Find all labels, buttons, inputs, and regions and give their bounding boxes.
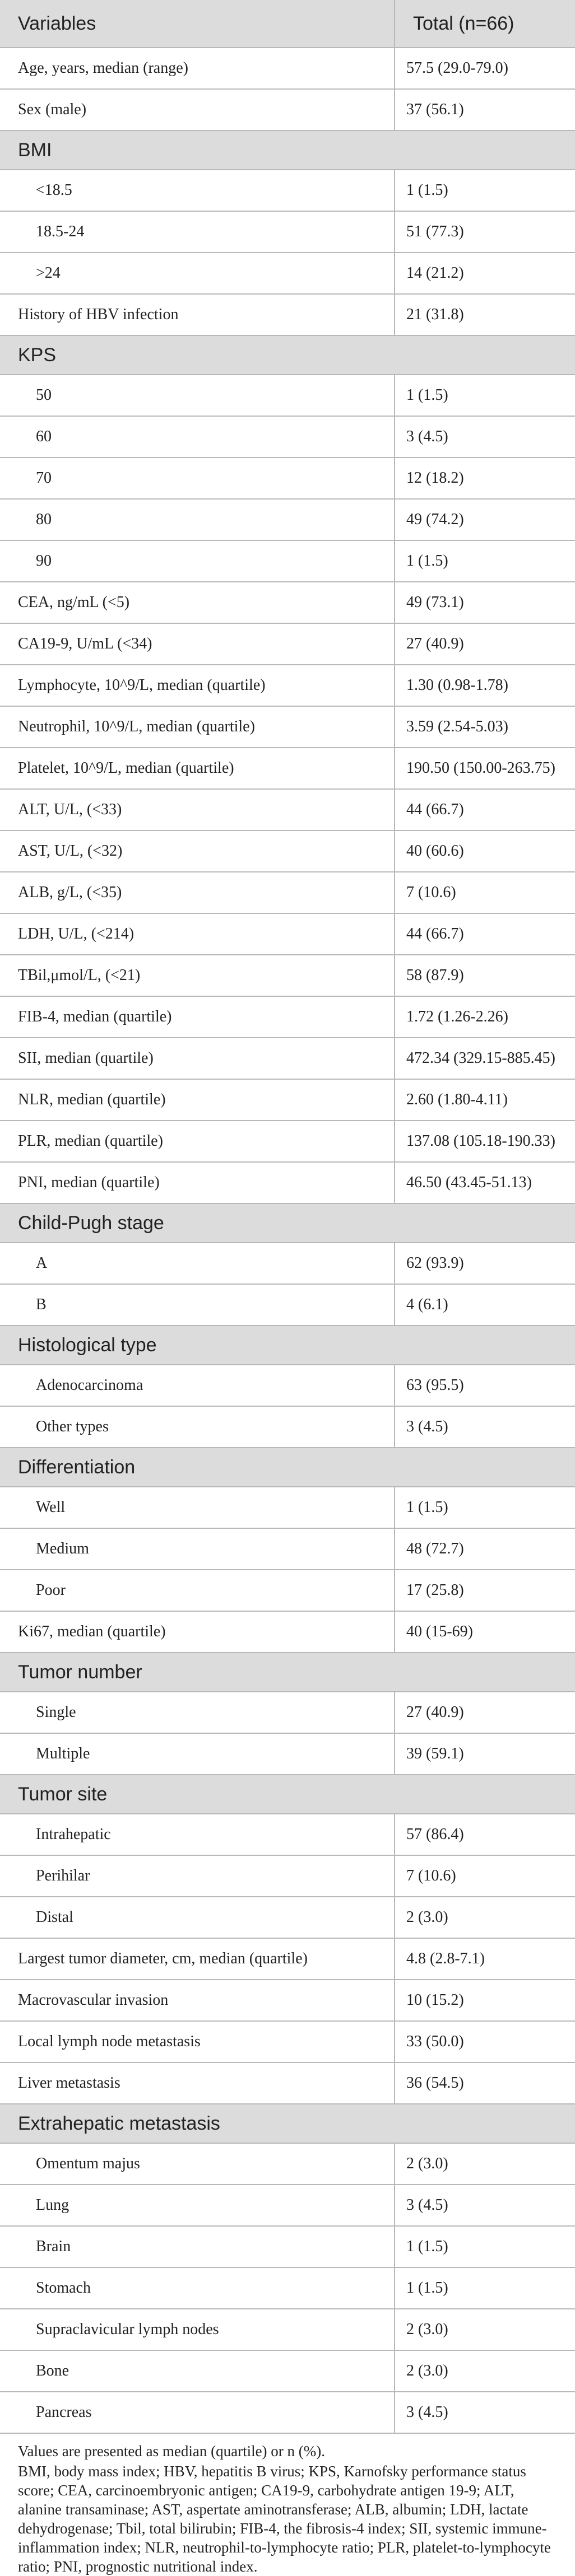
sub-row: [0, 458, 575, 499]
variable-cell: Lung: [0, 2185, 395, 2226]
variable-cell: Other types: [0, 1406, 395, 1448]
section-header-row: [0, 130, 575, 170]
value-cell: 2 (3.0): [395, 2143, 575, 2185]
value-cell: 1 (1.5): [395, 2226, 575, 2267]
value-cell: 62 (93.9): [395, 1243, 575, 1284]
footnote-values-note: Values are presented as median (quartile) or n (%).: [18, 2443, 326, 2460]
value-cell: 472.34 (329.15-885.45): [395, 1038, 575, 1079]
table-row: [0, 913, 575, 955]
table-row: [0, 706, 575, 748]
variable-cell: Distal: [0, 1897, 395, 1938]
value-cell: 1 (1.5): [395, 540, 575, 582]
section-label: Tumor site: [0, 1775, 575, 1814]
variable-cell: Macrovascular invasion: [0, 1980, 395, 2021]
table-row: [0, 294, 575, 335]
table-row: [0, 789, 575, 830]
section-header-row: [0, 1326, 575, 1365]
value-cell: 2.60 (1.80-4.11): [395, 1079, 575, 1121]
variable-cell: ALB, g/L, (<35): [0, 872, 395, 913]
sub-row: [0, 540, 575, 582]
value-cell: 44 (66.7): [395, 913, 575, 955]
variable-cell: PNI, median (quartile): [0, 1162, 395, 1203]
table-row: [0, 2021, 575, 2062]
variable-cell: Age, years, median (range): [0, 48, 395, 89]
value-cell: 49 (73.1): [395, 582, 575, 623]
section-label: Differentiation: [0, 1448, 575, 1487]
variable-cell: Largest tumor diameter, cm, median (quartile): [0, 1938, 395, 1980]
table-row: [0, 996, 575, 1038]
value-cell: 7 (10.6): [395, 1855, 575, 1897]
header-variables: Variables: [0, 0, 395, 48]
sub-row: [0, 1243, 575, 1284]
value-cell: 17 (25.8): [395, 1570, 575, 1611]
table-row: [0, 1038, 575, 1079]
value-cell: 27 (40.9): [395, 623, 575, 665]
sub-row: [0, 1897, 575, 1938]
variable-cell: Pancreas: [0, 2392, 395, 2433]
variable-cell: Poor: [0, 1570, 395, 1611]
section-label: Tumor number: [0, 1653, 575, 1692]
value-cell: 57 (86.4): [395, 1814, 575, 1855]
footnote-abbreviations: BMI, body mass index; HBV, hepatitis B virus; KPS, Karnofsky performance status score; CEA, carcinoembryonic antigen; CA19-9, carbohydrate antigen 19-9; ALT, alanine transaminase; AST, aspertate aminotransferase; ALB, albumin; LDH, lactate dehydrogenase; Tbil, total bilirubin; FIB-4, the fibrosis-4 index; SII, systemic immune-inflammation index; NLR, neutrophil-to-lymphocyte ratio; PLR, platelet-to-lymphocyte ratio; PNI, prognostic nutritional index.: [18, 2463, 551, 2575]
variable-cell: Lymphocyte, 10^9/L, median (quartile): [0, 665, 395, 706]
variable-cell: AST, U/L, (<32): [0, 830, 395, 872]
sub-row: [0, 2392, 575, 2433]
value-cell: 3 (4.5): [395, 2185, 575, 2226]
value-cell: 7 (10.6): [395, 872, 575, 913]
section-header-row: [0, 1775, 575, 1814]
table-row: [0, 582, 575, 623]
section-label: Extrahepatic metastasis: [0, 2104, 575, 2143]
table-row: [0, 1980, 575, 2021]
variable-cell: 90: [0, 540, 395, 582]
value-cell: 1 (1.5): [395, 375, 575, 416]
sub-row: [0, 2309, 575, 2350]
value-cell: 1.30 (0.98-1.78): [395, 665, 575, 706]
value-cell: 46.50 (43.45-51.13): [395, 1162, 575, 1203]
sub-row: [0, 211, 575, 253]
section-label: BMI: [0, 130, 575, 170]
table-header-row: [0, 0, 575, 48]
table-row: [0, 1938, 575, 1980]
variable-cell: A: [0, 1243, 395, 1284]
variable-cell: Multiple: [0, 1733, 395, 1775]
variable-cell: PLR, median (quartile): [0, 1121, 395, 1162]
variable-cell: Brain: [0, 2226, 395, 2267]
table-row: [0, 1162, 575, 1203]
variable-cell: Stomach: [0, 2267, 395, 2309]
value-cell: 4.8 (2.8-7.1): [395, 1938, 575, 1980]
table-row: [0, 1611, 575, 1653]
variable-cell: Bone: [0, 2350, 395, 2392]
value-cell: 14 (21.2): [395, 253, 575, 294]
table-row: [0, 830, 575, 872]
value-cell: 49 (74.2): [395, 499, 575, 540]
sub-row: [0, 375, 575, 416]
variable-cell: CA19-9, U/mL (<34): [0, 623, 395, 665]
sub-row: [0, 1814, 575, 1855]
value-cell: 3.59 (2.54-5.03): [395, 706, 575, 748]
value-cell: 2 (3.0): [395, 1897, 575, 1938]
section-header-row: [0, 1448, 575, 1487]
table-row: [0, 872, 575, 913]
variable-cell: Adenocarcinoma: [0, 1365, 395, 1406]
variable-cell: Medium: [0, 1528, 395, 1570]
sub-row: [0, 2226, 575, 2267]
section-header-row: [0, 1203, 575, 1243]
value-cell: 1 (1.5): [395, 170, 575, 211]
value-cell: 190.50 (150.00-263.75): [395, 748, 575, 789]
value-cell: 44 (66.7): [395, 789, 575, 830]
sub-row: [0, 1528, 575, 1570]
section-header-row: [0, 335, 575, 375]
value-cell: 1 (1.5): [395, 2267, 575, 2309]
variable-cell: TBil,μmol/L, (<21): [0, 955, 395, 996]
sub-row: [0, 170, 575, 211]
value-cell: 3 (4.5): [395, 1406, 575, 1448]
table-row: [0, 665, 575, 706]
variable-cell: B: [0, 1284, 395, 1326]
variable-cell: 60: [0, 416, 395, 458]
variable-cell: Intrahepatic: [0, 1814, 395, 1855]
variable-cell: ALT, U/L, (<33): [0, 789, 395, 830]
value-cell: 1.72 (1.26-2.26): [395, 996, 575, 1038]
variable-cell: Neutrophil, 10^9/L, median (quartile): [0, 706, 395, 748]
variable-cell: Perihilar: [0, 1855, 395, 1897]
table-footnote: [0, 2434, 575, 2576]
table-body: [0, 48, 575, 2433]
value-cell: 21 (31.8): [395, 294, 575, 335]
value-cell: 4 (6.1): [395, 1284, 575, 1326]
section-label: Histological type: [0, 1326, 575, 1365]
value-cell: 12 (18.2): [395, 458, 575, 499]
section-header-row: [0, 1653, 575, 1692]
variable-cell: <18.5: [0, 170, 395, 211]
sub-row: [0, 1365, 575, 1406]
sub-row: [0, 1284, 575, 1326]
value-cell: 2 (3.0): [395, 2350, 575, 2392]
sub-row: [0, 1692, 575, 1733]
variable-cell: Local lymph node metastasis: [0, 2021, 395, 2062]
value-cell: 27 (40.9): [395, 1692, 575, 1733]
sub-row: [0, 1406, 575, 1448]
value-cell: 10 (15.2): [395, 1980, 575, 2021]
value-cell: 39 (59.1): [395, 1733, 575, 1775]
sub-row: [0, 253, 575, 294]
value-cell: 40 (60.6): [395, 830, 575, 872]
variable-cell: SII, median (quartile): [0, 1038, 395, 1079]
section-header-row: [0, 2104, 575, 2143]
value-cell: 57.5 (29.0-79.0): [395, 48, 575, 89]
variable-cell: Ki67, median (quartile): [0, 1611, 395, 1653]
header-total: Total (n=66): [395, 0, 575, 48]
value-cell: 1 (1.5): [395, 1487, 575, 1528]
sub-row: [0, 1733, 575, 1775]
value-cell: 36 (54.5): [395, 2062, 575, 2104]
variable-cell: Single: [0, 1692, 395, 1733]
sub-row: [0, 499, 575, 540]
variable-cell: CEA, ng/mL (<5): [0, 582, 395, 623]
table-row: [0, 48, 575, 89]
value-cell: 33 (50.0): [395, 2021, 575, 2062]
variable-cell: Liver metastasis: [0, 2062, 395, 2104]
sub-row: [0, 2185, 575, 2226]
value-cell: 37 (56.1): [395, 89, 575, 130]
value-cell: 58 (87.9): [395, 955, 575, 996]
variable-cell: 50: [0, 375, 395, 416]
sub-row: [0, 2143, 575, 2185]
table-row: [0, 2062, 575, 2104]
sub-row: [0, 1855, 575, 1897]
variable-cell: History of HBV infection: [0, 294, 395, 335]
variable-cell: Sex (male): [0, 89, 395, 130]
sub-row: [0, 1570, 575, 1611]
variable-cell: Well: [0, 1487, 395, 1528]
variable-cell: FIB-4, median (quartile): [0, 996, 395, 1038]
sub-row: [0, 2350, 575, 2392]
table-row: [0, 623, 575, 665]
table-row: [0, 1121, 575, 1162]
section-label: Child-Pugh stage: [0, 1203, 575, 1243]
table-row: [0, 955, 575, 996]
variable-cell: 80: [0, 499, 395, 540]
variable-cell: NLR, median (quartile): [0, 1079, 395, 1121]
section-label: KPS: [0, 335, 575, 375]
sub-row: [0, 1487, 575, 1528]
variable-cell: >24: [0, 253, 395, 294]
value-cell: 137.08 (105.18-190.33): [395, 1121, 575, 1162]
value-cell: 3 (4.5): [395, 416, 575, 458]
sub-row: [0, 2267, 575, 2309]
variable-cell: 70: [0, 458, 395, 499]
variable-cell: Omentum majus: [0, 2143, 395, 2185]
value-cell: 51 (77.3): [395, 211, 575, 253]
table-row: [0, 1079, 575, 1121]
sub-row: [0, 416, 575, 458]
value-cell: 2 (3.0): [395, 2309, 575, 2350]
value-cell: 3 (4.5): [395, 2392, 575, 2433]
value-cell: 40 (15-69): [395, 1611, 575, 1653]
value-cell: 48 (72.7): [395, 1528, 575, 1570]
variable-cell: LDH, U/L, (<214): [0, 913, 395, 955]
variable-cell: 18.5-24: [0, 211, 395, 253]
variable-cell: Platelet, 10^9/L, median (quartile): [0, 748, 395, 789]
value-cell: 63 (95.5): [395, 1365, 575, 1406]
table-row: [0, 89, 575, 130]
variable-cell: Supraclavicular lymph nodes: [0, 2309, 395, 2350]
table-row: [0, 748, 575, 789]
